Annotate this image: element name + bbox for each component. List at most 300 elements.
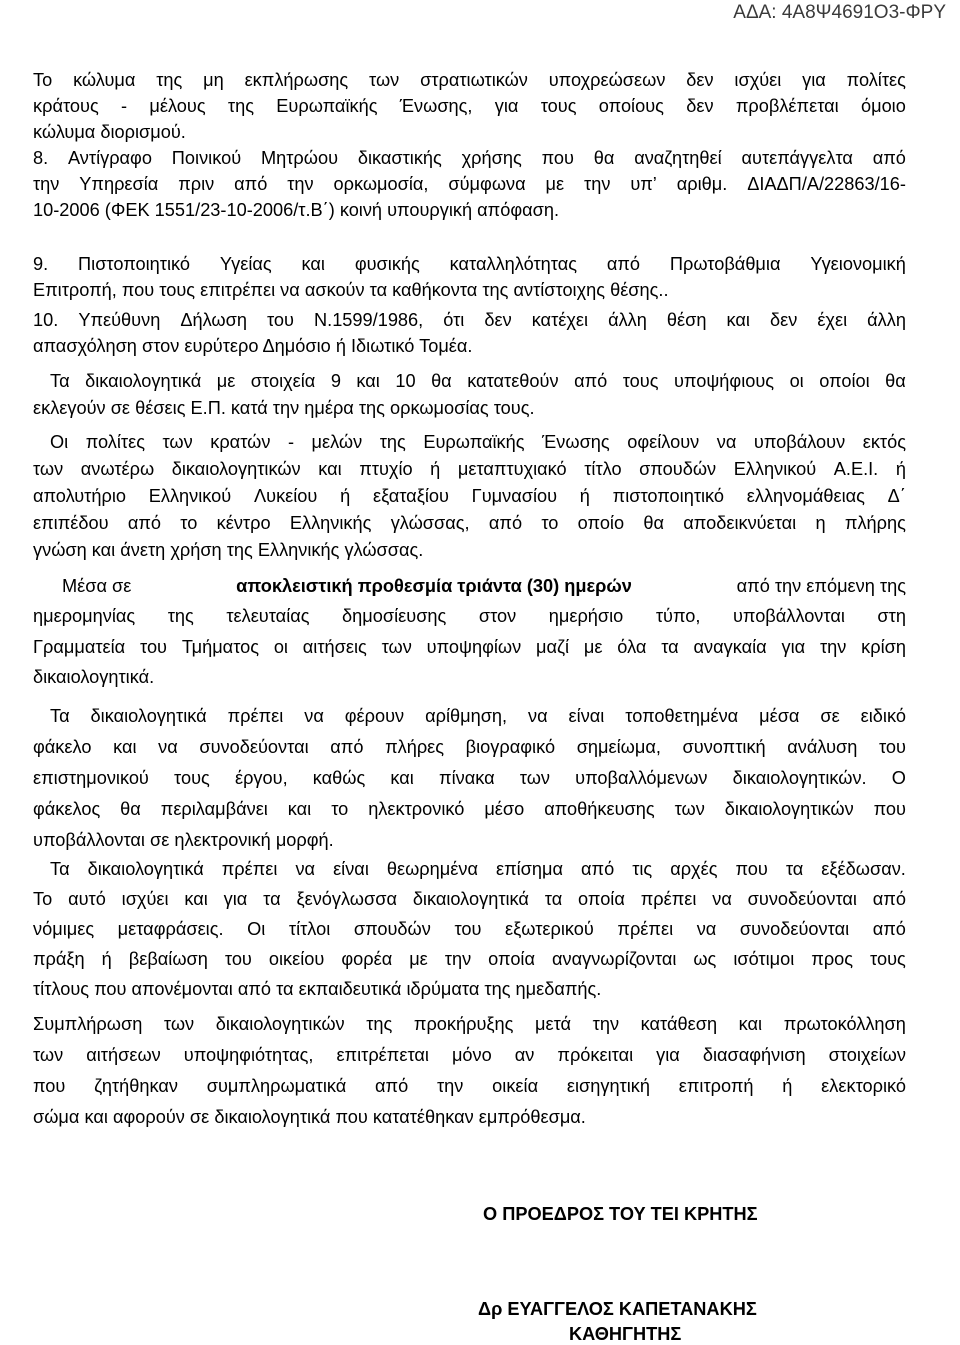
word: έργου, <box>234 768 288 788</box>
word: στρατιωτικών <box>420 70 528 90</box>
word: τα <box>661 637 679 657</box>
text-line <box>33 485 906 507</box>
word: τους <box>174 768 210 788</box>
word: του <box>454 919 482 939</box>
word: εξέδωσαν. <box>821 859 906 879</box>
word: δεν <box>769 310 798 330</box>
word: για <box>781 637 806 657</box>
word: οποίο <box>577 513 625 533</box>
word: του <box>224 949 252 969</box>
word: μέλους <box>149 96 206 116</box>
word: πολίτες <box>85 432 145 452</box>
word: και <box>356 371 380 391</box>
text-line: σώμα και αφορούν σε δικαιολογητικά που κατατέθηκαν εμπρόθεσμα. <box>33 1107 586 1127</box>
word: πράξη <box>33 949 85 969</box>
word: ισότιμοι <box>733 949 795 969</box>
word: συνοδεύονται <box>747 889 857 909</box>
text-line <box>33 1013 906 1035</box>
word: πτυχίο <box>359 459 413 479</box>
text-line <box>33 458 906 480</box>
text-fragment: από την επόμενη της <box>736 576 906 596</box>
word: να <box>696 919 717 939</box>
word: από <box>127 513 162 533</box>
word: υποψηφίων <box>426 637 522 657</box>
word: - <box>121 96 128 116</box>
word: εξαταξίου <box>372 486 449 506</box>
text-line <box>33 309 906 331</box>
deadline-emphasis: αποκλειστική προθεσμία τριάντα (30) ημερών <box>236 576 632 596</box>
word: των <box>163 1014 195 1034</box>
word: τις <box>632 859 653 879</box>
word: Οι <box>50 432 69 452</box>
word: Δήλωση <box>180 310 247 330</box>
word: δικαιολογητικών <box>171 459 301 479</box>
word: εκπλήρωσης <box>244 70 349 90</box>
word: τους <box>540 96 577 116</box>
word: σπουδών <box>639 459 717 479</box>
word: και <box>287 799 312 819</box>
word: να <box>716 432 737 452</box>
word: καταλληλότητας <box>449 254 577 274</box>
word: δεν <box>484 310 512 330</box>
word: επιτροπή <box>678 1076 754 1096</box>
word: μόνο <box>451 1045 492 1065</box>
word: από <box>872 889 906 909</box>
word: εξωτερικού <box>505 919 594 939</box>
word: οι <box>789 371 804 391</box>
word: ανάλυση <box>787 737 858 757</box>
text-line <box>33 147 906 169</box>
word: δικαιολογητικών <box>215 1014 345 1034</box>
word: δικαιολογητικά <box>90 706 207 726</box>
text-line <box>33 636 906 658</box>
word: και <box>726 310 750 330</box>
text-line <box>33 736 906 758</box>
word: να <box>158 737 178 757</box>
word: Τα <box>50 371 70 391</box>
text-line <box>33 1044 906 1066</box>
word: την <box>592 1014 620 1034</box>
word: προς <box>811 949 854 969</box>
word: οι <box>273 637 288 657</box>
word: της <box>156 70 183 90</box>
word: Το <box>33 70 53 90</box>
word: Συμπλήρωση <box>33 1014 143 1034</box>
word: οποία <box>578 889 625 909</box>
word: αιτήσεων <box>86 1045 161 1065</box>
word: Οι <box>247 919 266 939</box>
word: υποβάλουν <box>753 432 846 452</box>
word: τα <box>785 859 804 879</box>
word: από <box>574 371 608 391</box>
word: στοιχείων <box>828 1045 906 1065</box>
word: κράτους <box>33 96 99 116</box>
word: στον <box>478 606 517 626</box>
word: Ποινικού <box>171 148 242 168</box>
word: με <box>583 637 603 657</box>
text-line: υποβάλλονται σε ηλεκτρονική μορφή. <box>33 830 334 850</box>
word: και <box>301 254 325 274</box>
word: την <box>33 174 60 194</box>
word: να <box>712 889 732 909</box>
text-line <box>62 575 906 597</box>
word: 10 <box>395 371 416 391</box>
word: - <box>287 432 294 452</box>
word: Μητρώου <box>260 148 339 168</box>
text-line: Επιτροπή, που τους επιτρέπει να ασκούν τα καθήκοντα της αντίστοιχης θέσης.. <box>33 280 669 300</box>
text-line <box>50 431 906 453</box>
text-line <box>50 705 906 727</box>
word: πρέπει <box>640 889 697 909</box>
word: θέση <box>666 310 707 330</box>
word: επιτρέπεται <box>336 1045 429 1065</box>
word: της <box>227 96 254 116</box>
text-line: απασχόληση στον ευρύτερο Δημόσιο ή Ιδιωτικό Τομέα. <box>33 336 473 356</box>
word: δικαιολογητικών <box>724 799 854 819</box>
word: ημερομηνίας <box>33 606 136 626</box>
word: για <box>494 96 519 116</box>
word: σε <box>820 706 840 726</box>
word: αποδεικνύεται <box>683 513 797 533</box>
word: δεν <box>686 96 714 116</box>
word: σύμφωνα <box>448 174 526 194</box>
word: υποβάλλονται <box>732 606 845 626</box>
word: από <box>330 737 364 757</box>
word: Υπηρεσία <box>79 174 159 194</box>
word: οποία <box>488 949 535 969</box>
word: και <box>738 1014 763 1034</box>
word: δεν <box>686 70 714 90</box>
word: αναζητηθεί <box>634 148 722 168</box>
word: και <box>184 889 208 909</box>
word: Γραμματεία <box>33 637 126 657</box>
word: αρχές <box>670 859 718 879</box>
word: κατατεθούν <box>467 371 559 391</box>
word: οφείλουν <box>627 432 700 452</box>
word: μη <box>203 70 224 90</box>
word: μεταπτυχιακό <box>457 459 567 479</box>
word: και <box>113 737 137 757</box>
word: από <box>872 148 906 168</box>
word: Ο <box>891 768 906 788</box>
word: που <box>541 148 574 168</box>
word: αποθήκευσης <box>544 799 655 819</box>
word: την <box>584 174 611 194</box>
word: πολίτες <box>846 70 906 90</box>
word: τα <box>544 889 563 909</box>
word: φυσικής <box>354 254 420 274</box>
word: άλλη <box>867 310 906 330</box>
word: την <box>287 174 314 194</box>
word: τελευταίας <box>226 606 310 626</box>
word: την <box>819 637 847 657</box>
word: χρήσης <box>461 148 522 168</box>
word: ελληνομάθειας <box>746 486 865 506</box>
text-line: εκλεγούν σε θέσεις Ε.Π. κατά την ημέρα της ορκωμοσίας τους. <box>33 398 535 418</box>
word: οικείου <box>268 949 325 969</box>
word: είναι <box>568 706 605 726</box>
text-line: κώλυμα διορισμού. <box>33 122 186 142</box>
word: ελεκτορικό <box>821 1076 906 1096</box>
word: θα <box>885 371 906 391</box>
word: μέσα <box>759 706 800 726</box>
word: ισχύει <box>734 70 782 90</box>
word: από <box>872 919 906 939</box>
word: Ελληνικής <box>289 513 372 533</box>
text-line <box>33 767 906 789</box>
word: κατέχει <box>531 310 589 330</box>
word: Ν.1599/1986, <box>314 310 424 330</box>
word: Ελληνικού <box>733 459 817 479</box>
word: από <box>488 513 523 533</box>
word: κρίση <box>861 637 906 657</box>
word: με <box>216 371 236 391</box>
word: η <box>815 513 826 533</box>
word: για <box>802 70 826 90</box>
ada-code: ΑΔΑ: 4Α8Ψ4691Ο3-ΦΡΥ <box>733 2 946 23</box>
word: θεωρημένα <box>386 859 478 879</box>
word: αυτεπάγγελτα <box>741 148 853 168</box>
text-line <box>33 605 906 627</box>
word: αυτό <box>68 889 106 909</box>
word: ή <box>430 459 441 479</box>
word: μέσο <box>484 799 525 819</box>
word: Αντίγραφο <box>67 148 152 168</box>
word: είναι <box>333 859 369 879</box>
word: έχει <box>817 310 848 330</box>
word: δικαστικής <box>357 148 442 168</box>
word: στη <box>877 606 906 626</box>
word: οποίους <box>598 96 664 116</box>
word: ισχύει <box>121 889 169 909</box>
word: που <box>33 1076 66 1096</box>
word: από <box>375 1076 409 1096</box>
word: να <box>304 706 324 726</box>
word: 9. <box>33 254 49 274</box>
word: θα <box>593 148 615 168</box>
word: αρίθμηση, <box>425 706 508 726</box>
word: Υπεύθυνη <box>78 310 161 330</box>
word: της <box>379 432 406 452</box>
word: τα <box>263 889 281 909</box>
word: ή <box>579 486 590 506</box>
word: ως <box>693 949 717 969</box>
word: 10. <box>33 310 59 330</box>
word: φορέα <box>341 949 393 969</box>
signature-name: Δρ ΕΥΑΓΓΕΛΟΣ ΚΑΠΕΤΑΝΑΚΗΣ <box>478 1299 757 1319</box>
word: επιστημονικού <box>33 768 149 788</box>
word: φάκελο <box>33 737 92 757</box>
word: υπ’ <box>630 174 657 194</box>
text-line: 10-2006 (ΦΕΚ 1551/23-10-2006/τ.Β΄) κοινή υπουργική απόφαση. <box>33 200 560 220</box>
word: φάκελος <box>33 799 101 819</box>
text-line <box>33 512 906 534</box>
word: ανωτέρω <box>80 459 155 479</box>
word: δικαιολογητικών. <box>732 768 867 788</box>
word: των <box>33 1045 64 1065</box>
word: να <box>528 706 548 726</box>
word: από <box>234 174 268 194</box>
word: φέρουν <box>344 706 405 726</box>
word: καθώς <box>312 768 366 788</box>
word: για <box>656 1045 680 1065</box>
word: αν <box>514 1045 535 1065</box>
text-line <box>50 858 906 880</box>
word: σημείωμα, <box>576 737 661 757</box>
word: Τα <box>50 859 70 879</box>
word: Ευρωπαϊκής <box>276 96 378 116</box>
word: αναγκαία <box>693 637 767 657</box>
text-line <box>33 1075 906 1097</box>
word: και <box>318 459 342 479</box>
word: Πιστοποιητικό <box>78 254 190 274</box>
word: συμπληρωματικά <box>206 1076 347 1096</box>
word: των <box>674 799 705 819</box>
word: ή <box>895 459 906 479</box>
word: περιλαμβάνει <box>160 799 268 819</box>
word: θα <box>431 371 452 391</box>
word: τους <box>870 949 906 969</box>
text-line: τίτλους που απονέμονται από τα εκπαιδευτικά ιδρύματα της ημεδαπής. <box>33 979 602 999</box>
word: σπουδών <box>353 919 431 939</box>
word: βεβαίωση <box>128 949 208 969</box>
word: Γυμνασίου <box>471 486 558 506</box>
word: συνοδεύονται <box>199 737 309 757</box>
word: Ελληνικού <box>148 486 232 506</box>
word: 8. <box>33 148 49 168</box>
word: το <box>180 513 198 533</box>
word: ΔΙΑΔΠ/Α/22863/16- <box>747 174 906 194</box>
word: Α.Ε.Ι. <box>833 459 879 479</box>
word: της <box>167 606 194 626</box>
word: διασαφήνιση <box>702 1045 806 1065</box>
word: αιτήσεις <box>302 637 367 657</box>
word: κρατών <box>210 432 271 452</box>
text-line <box>33 173 906 195</box>
text-line <box>33 798 906 820</box>
word: ζητήθηκαν <box>94 1076 178 1096</box>
word: οικεία <box>492 1076 539 1096</box>
word: πρωτοκόλληση <box>783 1014 906 1034</box>
word: ορκωμοσία, <box>333 174 429 194</box>
word: πλήρης <box>844 513 906 533</box>
word: που <box>873 799 906 819</box>
word: ή <box>782 1076 793 1096</box>
word: της <box>366 1014 393 1034</box>
word: Λυκείου <box>253 486 318 506</box>
word: Ένωσης, <box>399 96 473 116</box>
word: τοποθετημένα <box>625 706 739 726</box>
word: τύπο, <box>655 606 701 626</box>
word: δικαιολογητικά <box>85 371 202 391</box>
word: υποβαλλόμενων <box>575 768 708 788</box>
text-line <box>33 253 906 275</box>
word: Ένωσης <box>542 432 610 452</box>
word: πρέπει <box>617 919 674 939</box>
word: πρέπει <box>227 706 284 726</box>
word: υποχρεώσεων <box>548 70 666 90</box>
word: δικαιολογητικά <box>412 889 529 909</box>
word: νόμιμες <box>33 919 95 939</box>
word: βιογραφικό <box>465 737 556 757</box>
word: επιπέδου <box>33 513 109 533</box>
word: ξενόγλωσσα <box>296 889 397 909</box>
word: δικαιολογητικά <box>87 859 204 879</box>
signature-title: Ο ΠΡΟΕΔΡΟΣ ΤΟΥ ΤΕΙ ΚΡΗΤΗΣ <box>483 1204 758 1224</box>
text-line <box>33 918 906 940</box>
word: Το <box>33 889 53 909</box>
word: συνοδεύονται <box>739 919 850 939</box>
word: κατάθεση <box>640 1014 718 1034</box>
word: των <box>369 70 400 90</box>
text-line <box>33 95 906 117</box>
text-line <box>33 948 906 970</box>
text-line: δικαιολογητικά. <box>33 667 155 687</box>
word: να <box>295 859 316 879</box>
word: προβλέπεται <box>735 96 839 116</box>
word: Πρωτοβάθμια <box>669 254 781 274</box>
word: ειδικό <box>860 706 906 726</box>
text-line: γνώση και άνετη χρήση της Ελληνικής γλώσσας. <box>33 540 424 560</box>
word: δημοσίευσης <box>342 606 447 626</box>
word: Δ΄ <box>887 486 906 506</box>
word: στοιχεία <box>250 371 316 391</box>
word: των <box>33 459 64 479</box>
word: οποίοι <box>819 371 870 391</box>
signature-role: ΚΑΘΗΓΗΤΗΣ <box>569 1324 682 1344</box>
word: ότι <box>443 310 465 330</box>
word: απολυτήριο <box>33 486 126 506</box>
text-line <box>50 370 906 392</box>
word: κώλυμα <box>73 70 136 90</box>
word: ή <box>101 949 112 969</box>
word: γλώσσας, <box>390 513 470 533</box>
text-line <box>33 888 906 910</box>
word: πλήρες <box>385 737 445 757</box>
word: όμοιο <box>860 96 906 116</box>
text-line <box>33 69 906 91</box>
word: από <box>606 254 641 274</box>
word: το <box>331 799 349 819</box>
word: Ευρωπαϊκής <box>423 432 525 452</box>
word: όλα <box>617 637 647 657</box>
word: υποψήφιους <box>673 371 775 391</box>
word: μαζί <box>536 637 570 657</box>
word: Τα <box>50 706 70 726</box>
word: ημερήσιο <box>548 606 624 626</box>
word: με <box>409 949 428 969</box>
word: τίτλοι <box>288 919 331 939</box>
word: άλλη <box>608 310 647 330</box>
word: το <box>541 513 559 533</box>
word: πίνακα <box>439 768 495 788</box>
word: την <box>444 949 472 969</box>
text-fragment: Μέσα σε <box>62 576 132 596</box>
word: και <box>390 768 414 788</box>
word: του <box>878 737 906 757</box>
word: θα <box>643 513 665 533</box>
word: μετά <box>535 1014 572 1034</box>
word: πρόκειται <box>557 1045 634 1065</box>
word: την <box>437 1076 464 1096</box>
word: αριθμ. <box>676 174 728 194</box>
word: αναγνωρίζονται <box>551 949 677 969</box>
word: των <box>381 637 412 657</box>
word: με <box>545 174 565 194</box>
word: πιστοποιητικό <box>612 486 725 506</box>
word: πρέπει <box>221 859 278 879</box>
word: τίτλο <box>584 459 622 479</box>
